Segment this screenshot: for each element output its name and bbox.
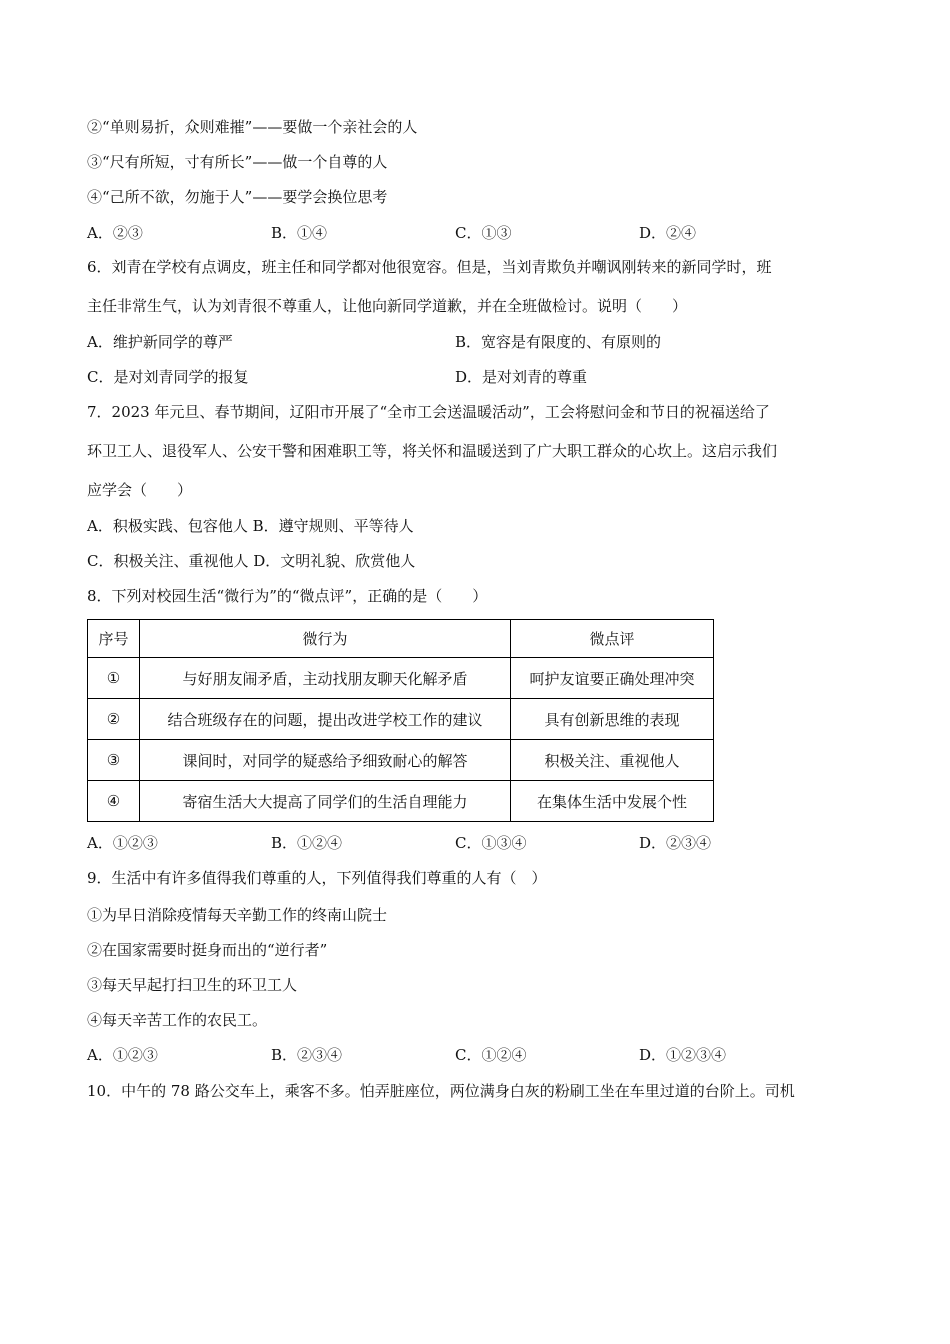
row-index: ①: [88, 658, 140, 699]
q5-item-3: ③“尺有所短，寸有所长”——做一个自尊的人: [87, 153, 388, 171]
table-header-row: [88, 620, 714, 658]
row-index: ③: [88, 740, 140, 781]
header-behavior: 微行为: [140, 620, 511, 658]
q7-options-ab: A．积极实践、包容他人 B．遵守规则、平等待人: [87, 517, 414, 535]
header-comment: 微点评: [511, 620, 714, 658]
q8-option-a: A．①②③: [87, 834, 158, 852]
table-row: [88, 658, 714, 699]
q9-option-d: D．①②③④: [639, 1046, 727, 1064]
row-behavior: 结合班级存在的问题，提出改进学校工作的建议: [140, 699, 511, 740]
q6-option-d: D．是对刘青的尊重: [455, 368, 588, 386]
row-behavior: 寄宿生活大大提高了同学们的生活自理能力: [140, 781, 511, 822]
row-index: ④: [88, 781, 140, 822]
q5-option-b: B．①④: [271, 224, 328, 242]
q9-item-4: ④每天辛苦工作的农民工。: [87, 1011, 268, 1029]
q9-option-b: B．②③④: [271, 1046, 343, 1064]
row-comment: 积极关注、重视他人: [511, 740, 714, 781]
q8-stem: 8．下列对校园生活“微行为”的“微点评”，正确的是（ ）: [87, 587, 488, 605]
q6-option-b: B．宽容是有限度的、有原则的: [455, 333, 662, 351]
q5-option-a: A．②③: [87, 224, 143, 242]
q6-option-c: C．是对刘青同学的报复: [87, 368, 249, 386]
q6-option-a: A．维护新同学的尊严: [87, 333, 233, 351]
q7-stem-line-1: 7．2023 年元旦、春节期间，辽阳市开展了“全市工会送温暖活动”，工会将慰问金和节日的祝福送给了: [87, 403, 770, 421]
q7-stem-line-3: 应学会（ ）: [87, 481, 193, 499]
table-row: [88, 699, 714, 740]
row-index: ②: [88, 699, 140, 740]
q6-stem-line-1: 6．刘青在学校有点调皮，班主任和同学都对他很宽容。但是，当刘青欺负并嘲讽刚转来的新同学时，班: [87, 258, 772, 276]
table-row: [88, 740, 714, 781]
row-comment: 在集体生活中发展个性: [511, 781, 714, 822]
header-index: 序号: [88, 620, 140, 658]
q6-stem-line-2: 主任非常生气，认为刘青很不尊重人，让他向新同学道歉，并在全班做检讨。说明（ ）: [87, 297, 688, 315]
row-behavior: 课间时，对同学的疑惑给予细致耐心的解答: [140, 740, 511, 781]
q10-stem: 10．中午的 78 路公交车上，乘客不多。怕弄脏座位，两位满身白灰的粉刷工坐在车里过道的台阶上。司机: [87, 1082, 795, 1100]
q8-option-c: C．①③④: [455, 834, 527, 852]
q9-item-2: ②在国家需要时挺身而出的“逆行者”: [87, 941, 328, 959]
q5-option-d: D．②④: [639, 224, 697, 242]
q9-stem: 9．生活中有许多值得我们尊重的人，下列值得我们尊重的人有（ ）: [87, 869, 547, 887]
q5-item-2: ②“单则易折，众则难摧”——要做一个亲社会的人: [87, 118, 418, 136]
q9-item-1: ①为早日消除疫情每天辛勤工作的终南山院士: [87, 906, 388, 924]
q9-option-a: A．①②③: [87, 1046, 158, 1064]
q8-table: [87, 619, 714, 822]
q8-option-d: D．②③④: [639, 834, 712, 852]
q7-stem-line-2: 环卫工人、退役军人、公安干警和困难职工等，将关怀和温暖送到了广大职工群众的心坎上。这启示我们: [87, 442, 778, 460]
q5-item-4: ④“己所不欲，勿施于人”——要学会换位思考: [87, 188, 388, 206]
q7-options-cd: C．积极关注、重视他人 D．文明礼貌、欣赏他人: [87, 552, 416, 570]
q9-item-3: ③每天早起打扫卫生的环卫工人: [87, 976, 298, 994]
row-comment: 具有创新思维的表现: [511, 699, 714, 740]
table-row: [88, 781, 714, 822]
row-behavior: 与好朋友闹矛盾，主动找朋友聊天化解矛盾: [140, 658, 511, 699]
q5-option-c: C．①③: [455, 224, 512, 242]
row-comment: 呵护友谊要正确处理冲突: [511, 658, 714, 699]
q9-option-c: C．①②④: [455, 1046, 527, 1064]
q8-option-b: B．①②④: [271, 834, 343, 852]
